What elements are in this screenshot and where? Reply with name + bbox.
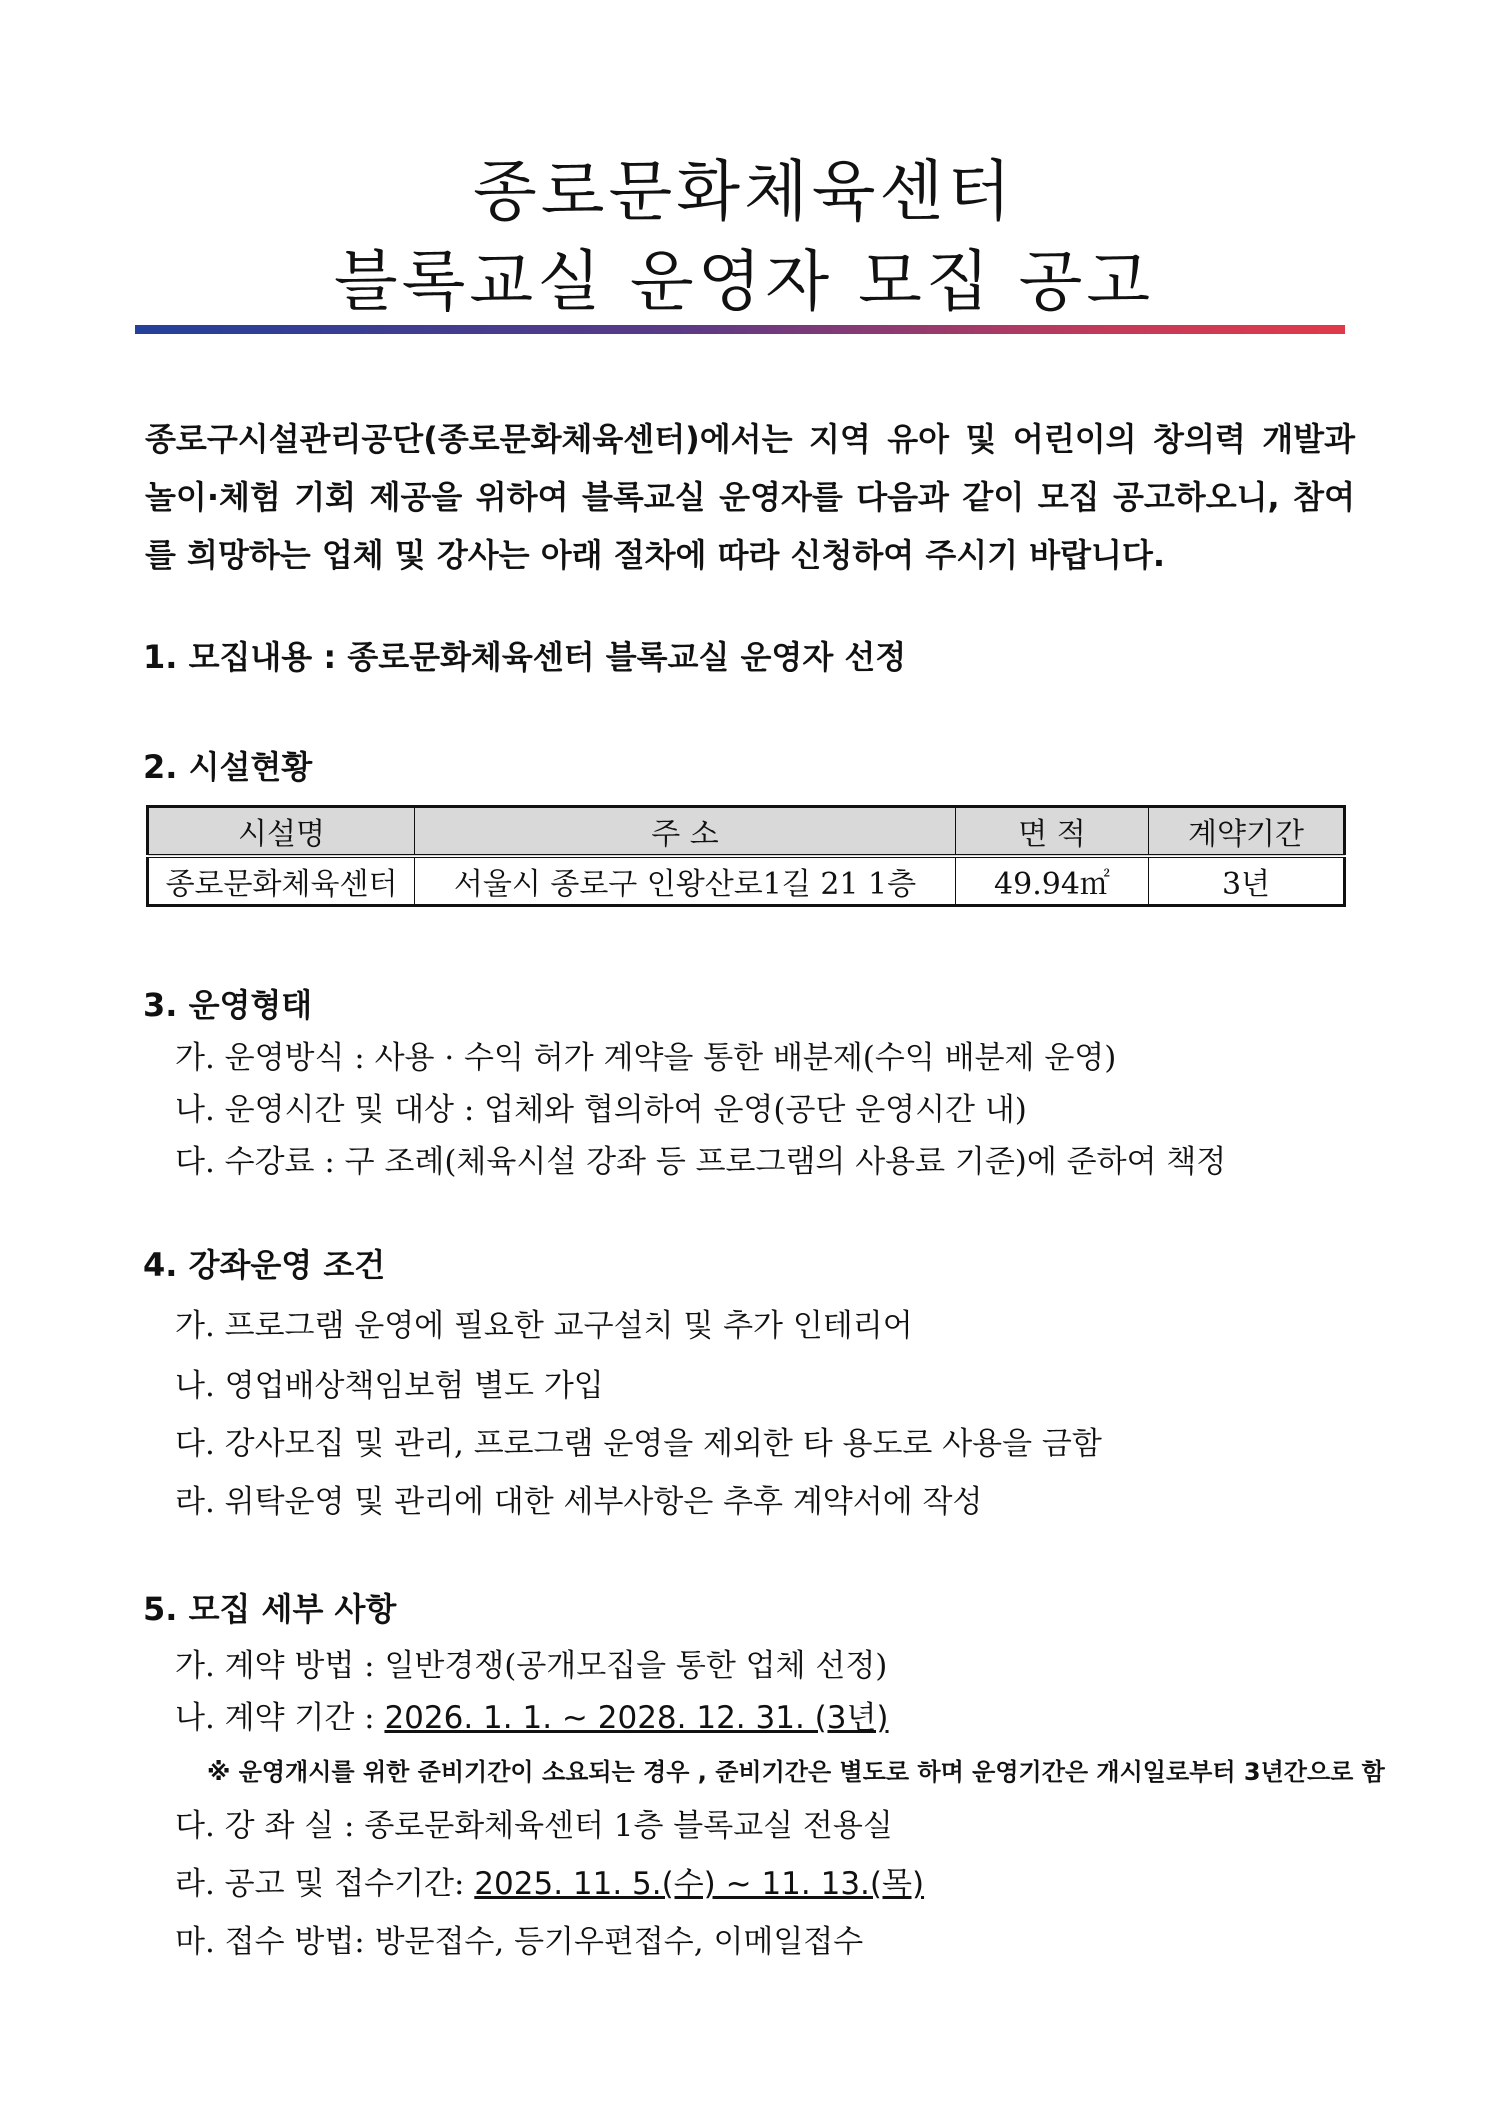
condition-item: 라. 위탁운영 및 관리에 대한 세부사항은 추후 계약서에 작성 [175,1484,983,1520]
table-header-cell: 면 적 [956,807,1149,857]
table-cell: 종로문화체육센터 [148,856,415,906]
intro-paragraph: 종로구시설관리공단(종로문화체육센터)에서는 지역 유아 및 어린이의 창의력 개발과 놀이·체험 기회 제공을 위하여 블록교실 운영자를 다음과 같이 모집 공고하오니, 참여를 희망하는 업체 및 강사는 아래 절차에 따라 신청하여 주시기 바랍니다. [145,420,1355,574]
table-cell: 49.94㎡ [956,856,1149,906]
application-period-value: 2025. 11. 5.(수) ~ 11. 13.(목) [474,1866,925,1902]
operation-item: 다. 수강료 : 구 조례(체육시설 강좌 등 프로그램의 사용료 기준)에 준하여 책정 [175,1144,1227,1180]
detail-item: 가. 계약 방법 : 일반경쟁(공개모집을 통한 업체 선정) [175,1648,888,1684]
section-1-heading: 1. 모집내용 : 종로문화체육센터 블록교실 운영자 선정 [143,638,907,676]
table-header-cell: 시설명 [148,807,415,857]
detail-label: 라. 공고 및 접수기간: [175,1866,475,1902]
operation-item: 가. 운영방식 : 사용 · 수익 허가 계약을 통한 배분제(수익 배분제 운영) [175,1040,1117,1076]
preparation-note: ※ 운영개시를 위한 준비기간이 소요되는 경우 , 준비기간은 별도로 하며 운영기간은 개시일로부터 3년간으로 함 [207,1758,1385,1786]
table-row [148,856,1345,906]
title-divider [135,325,1345,334]
table-header-row [148,807,1345,857]
section-3-heading: 3. 운영형태 [143,986,313,1024]
facility-table [146,805,1346,907]
contract-period-value: 2026. 1. 1. ~ 2028. 12. 31. (3년) [384,1700,889,1736]
condition-item: 나. 영업배상책임보험 별도 가입 [175,1368,604,1404]
title-line-1: 종로문화체육센터 [472,153,1016,230]
detail-label: 나. 계약 기간 : [175,1700,385,1736]
detail-item-contract-period [175,1692,889,1737]
detail-item-application-period [175,1858,924,1903]
section-5-heading: 5. 모집 세부 사항 [143,1590,397,1628]
table-header-cell: 계약기간 [1149,807,1345,857]
operation-item: 나. 운영시간 및 대상 : 업체와 협의하여 운영(공단 운영시간 내) [175,1092,1027,1128]
table-header-cell: 주 소 [415,807,956,857]
condition-item: 가. 프로그램 운영에 필요한 교구설치 및 추가 인테리어 [175,1308,913,1344]
condition-item: 다. 강사모집 및 관리, 프로그램 운영을 제외한 타 용도로 사용을 금함 [175,1426,1102,1462]
detail-item: 마. 접수 방법: 방문접수, 등기우편접수, 이메일접수 [175,1924,864,1960]
table-cell: 3년 [1149,856,1345,906]
detail-item: 다. 강 좌 실 : 종로문화체육센터 1층 블록교실 전용실 [175,1808,893,1844]
title-line-2: 블록교실 운영자 모집 공고 [333,243,1155,320]
table-cell: 서울시 종로구 인왕산로1길 21 1층 [415,856,956,906]
section-4-heading: 4. 강좌운영 조건 [143,1246,386,1284]
section-2-heading: 2. 시설현황 [143,748,313,786]
